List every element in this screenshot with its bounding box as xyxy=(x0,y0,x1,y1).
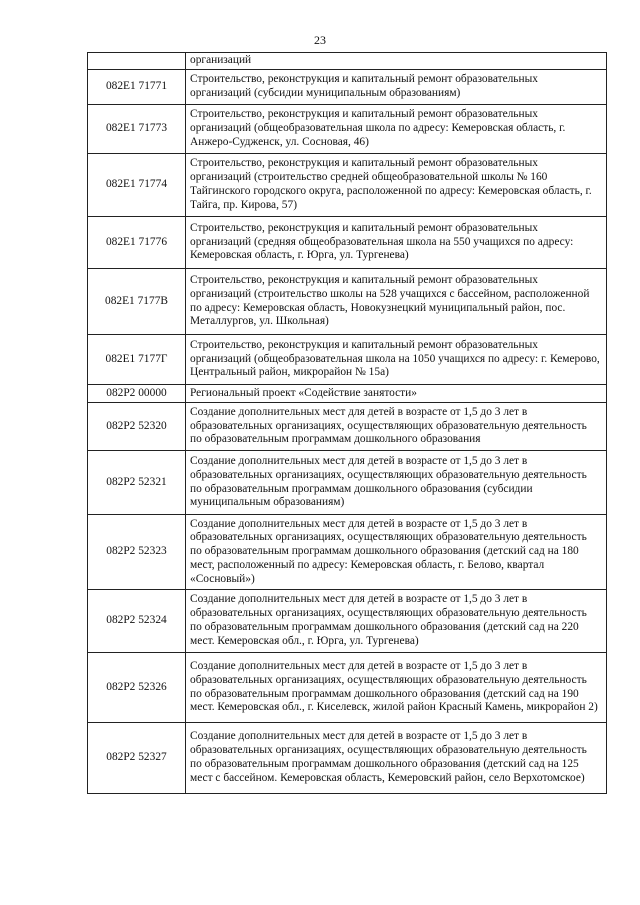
code-cell xyxy=(88,53,186,70)
table-row xyxy=(88,335,607,385)
code-cell: 082P2 52321 xyxy=(88,451,186,515)
table-row xyxy=(88,70,607,105)
code-cell: 082P2 00000 xyxy=(88,385,186,403)
description-cell: Создание дополнительных мест для детей в возрасте от 1,5 до 3 лет в образовательных организациях, осуществляющих образовательную деятельность по образовательным программам дошкольного образования xyxy=(186,403,607,451)
description-cell: Создание дополнительных мест для детей в возрасте от 1,5 до 3 лет в образовательных организациях, осуществляющих образовательную деятельность по образовательным программам дошкольного образования (детский сад на 180 мест, расположенный по адресу: Кемеровская область, г. Белово, квартал «Сосновый») xyxy=(186,515,607,590)
code-cell: 082P2 52327 xyxy=(88,723,186,794)
table-row xyxy=(88,723,607,794)
description-cell: Строительство, реконструкция и капитальный ремонт образовательных организаций (общеобразовательная школа на 1050 учащихся по адресу: г. Кемерово, Центральный район, микрорайон № 15а) xyxy=(186,335,607,385)
description-cell: Строительство, реконструкция и капитальный ремонт образовательных организаций (общеобразовательная школа по адресу: Кемеровская область, г. Анжеро-Судженск, ул. Сосновая, 46) xyxy=(186,105,607,154)
code-cell: 082E1 71774 xyxy=(88,154,186,217)
code-cell: 082E1 7177B xyxy=(88,269,186,335)
table-row xyxy=(88,515,607,590)
description-cell: Создание дополнительных мест для детей в возрасте от 1,5 до 3 лет в образовательных организациях, осуществляющих образовательную деятельность по образовательным программам дошкольного образования (детский сад на 125 мест с бассейном. Кемеровская область, Кемеровский район, село Верхотомское) xyxy=(186,723,607,794)
page-number: 23 xyxy=(314,33,326,47)
description-cell: Строительство, реконструкция и капитальный ремонт образовательных организаций (средняя общеобразовательная школа на 550 учащихся по адресу: Кемеровская область, г. Юрга, ул. Тургенева) xyxy=(186,217,607,269)
table-row xyxy=(88,53,607,70)
table-row xyxy=(88,105,607,154)
code-cell: 082P2 52324 xyxy=(88,590,186,653)
description-cell: Строительство, реконструкция и капитальный ремонт образовательных организаций (строительство школы на 528 учащихся с бассейном, расположенной по адресу: Кемеровская область, Новокузнецкий муниципальный район, пос. Металлургов, ул. Школьная) xyxy=(186,269,607,335)
description-cell: Создание дополнительных мест для детей в возрасте от 1,5 до 3 лет в образовательных организациях, осуществляющих образовательную деятельность по образовательным программам дошкольного образования (детский сад на 220 мест. Кемеровская обл., г. Юрга, ул. Тургенева) xyxy=(186,590,607,653)
code-cell: 082E1 71776 xyxy=(88,217,186,269)
code-cell: 082E1 71771 xyxy=(88,70,186,105)
table-row xyxy=(88,217,607,269)
code-cell: 082E1 7177Г xyxy=(88,335,186,385)
table-row xyxy=(88,451,607,515)
table-row xyxy=(88,403,607,451)
description-cell: Региональный проект «Содействие занятости» xyxy=(186,385,607,403)
description-cell: Строительство, реконструкция и капитальный ремонт образовательных организаций (строительство средней общеобразовательной школы № 160 Тайгинского городского округа, расположенной по адресу: Кемеровская область, г. Тайга, пр. Кирова, 57) xyxy=(186,154,607,217)
description-cell: Создание дополнительных мест для детей в возрасте от 1,5 до 3 лет в образовательных организациях, осуществляющих образовательную деятельность по образовательным программам дошкольного образования (субсидии муниципальным образованиям) xyxy=(186,451,607,515)
budget-codes-table xyxy=(87,52,607,794)
code-cell: 082E1 71773 xyxy=(88,105,186,154)
code-cell: 082P2 52320 xyxy=(88,403,186,451)
table-row xyxy=(88,385,607,403)
table-row xyxy=(88,269,607,335)
description-cell: Создание дополнительных мест для детей в возрасте от 1,5 до 3 лет в образовательных организациях, осуществляющих образовательную деятельность по образовательным программам дошкольного образования (детский сад на 190 мест. Кемеровская обл., г. Киселевск, жилой район Красный Камень, микрорайон 2) xyxy=(186,653,607,723)
code-cell: 082P2 52323 xyxy=(88,515,186,590)
table-row xyxy=(88,590,607,653)
code-cell: 082P2 52326 xyxy=(88,653,186,723)
table-row xyxy=(88,653,607,723)
description-cell: организаций xyxy=(186,53,607,70)
table-row xyxy=(88,154,607,217)
description-cell: Строительство, реконструкция и капитальный ремонт образовательных организаций (субсидии муниципальным образованиям) xyxy=(186,70,607,105)
